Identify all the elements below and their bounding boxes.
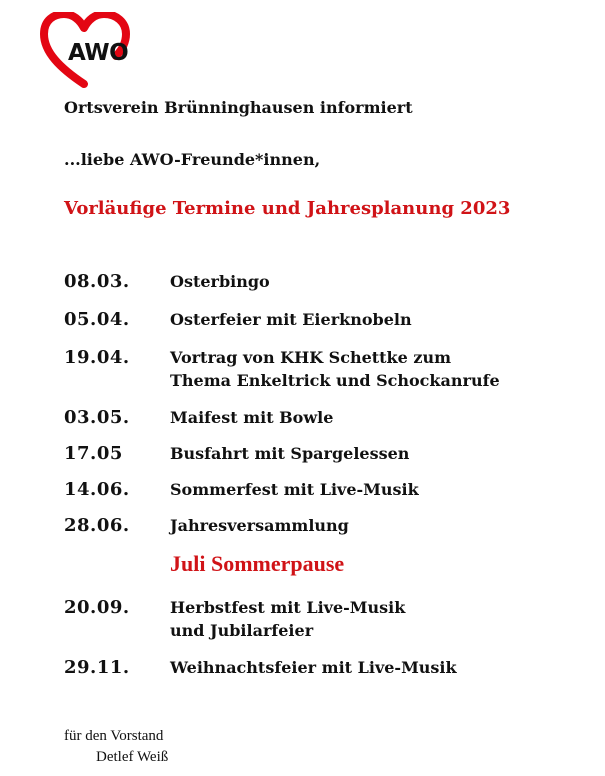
event-title: Vortrag von KHK Schettke zum	[170, 348, 452, 367]
event-title: Osterbingo	[170, 272, 270, 291]
event-date: 03.05.	[64, 407, 130, 428]
event-title: Weihnachtsfeier mit Live-Musik	[170, 658, 457, 677]
summer-pause: Juli Sommerpause	[170, 551, 345, 576]
footer-line1: für den Vorstand	[64, 728, 164, 744]
event-date: 14.06.	[64, 479, 130, 500]
event-date: 28.06.	[64, 515, 130, 536]
event-title-line2: und Jubilarfeier	[170, 621, 314, 640]
awo-logo	[40, 12, 140, 88]
event-title-line2: Thema Enkeltrick und Schockanrufe	[170, 371, 500, 390]
event-date: 19.04.	[64, 347, 130, 368]
event-date: 17.05	[64, 443, 123, 464]
logo-text: AWO	[68, 40, 129, 66]
event-date: 08.03.	[64, 271, 130, 292]
event-title: Sommerfest mit Live-Musik	[170, 480, 419, 499]
footer-signature: Detlef Weiß	[96, 749, 169, 765]
event-date: 29.11.	[64, 657, 130, 678]
greeting: ...liebe AWO-Freunde*innen,	[64, 150, 321, 169]
event-title: Maifest mit Bowle	[170, 408, 334, 427]
event-title: Jahresversammlung	[170, 516, 349, 535]
event-title: Busfahrt mit Spargelessen	[170, 444, 410, 463]
headline: Vorläufige Termine und Jahresplanung 2023	[64, 198, 511, 219]
event-date: 05.04.	[64, 309, 130, 330]
org-line: Ortsverein Brünninghausen informiert	[64, 98, 413, 117]
event-title: Osterfeier mit Eierknobeln	[170, 310, 412, 329]
event-date: 20.09.	[64, 597, 130, 618]
event-title: Herbstfest mit Live-Musik	[170, 598, 406, 617]
